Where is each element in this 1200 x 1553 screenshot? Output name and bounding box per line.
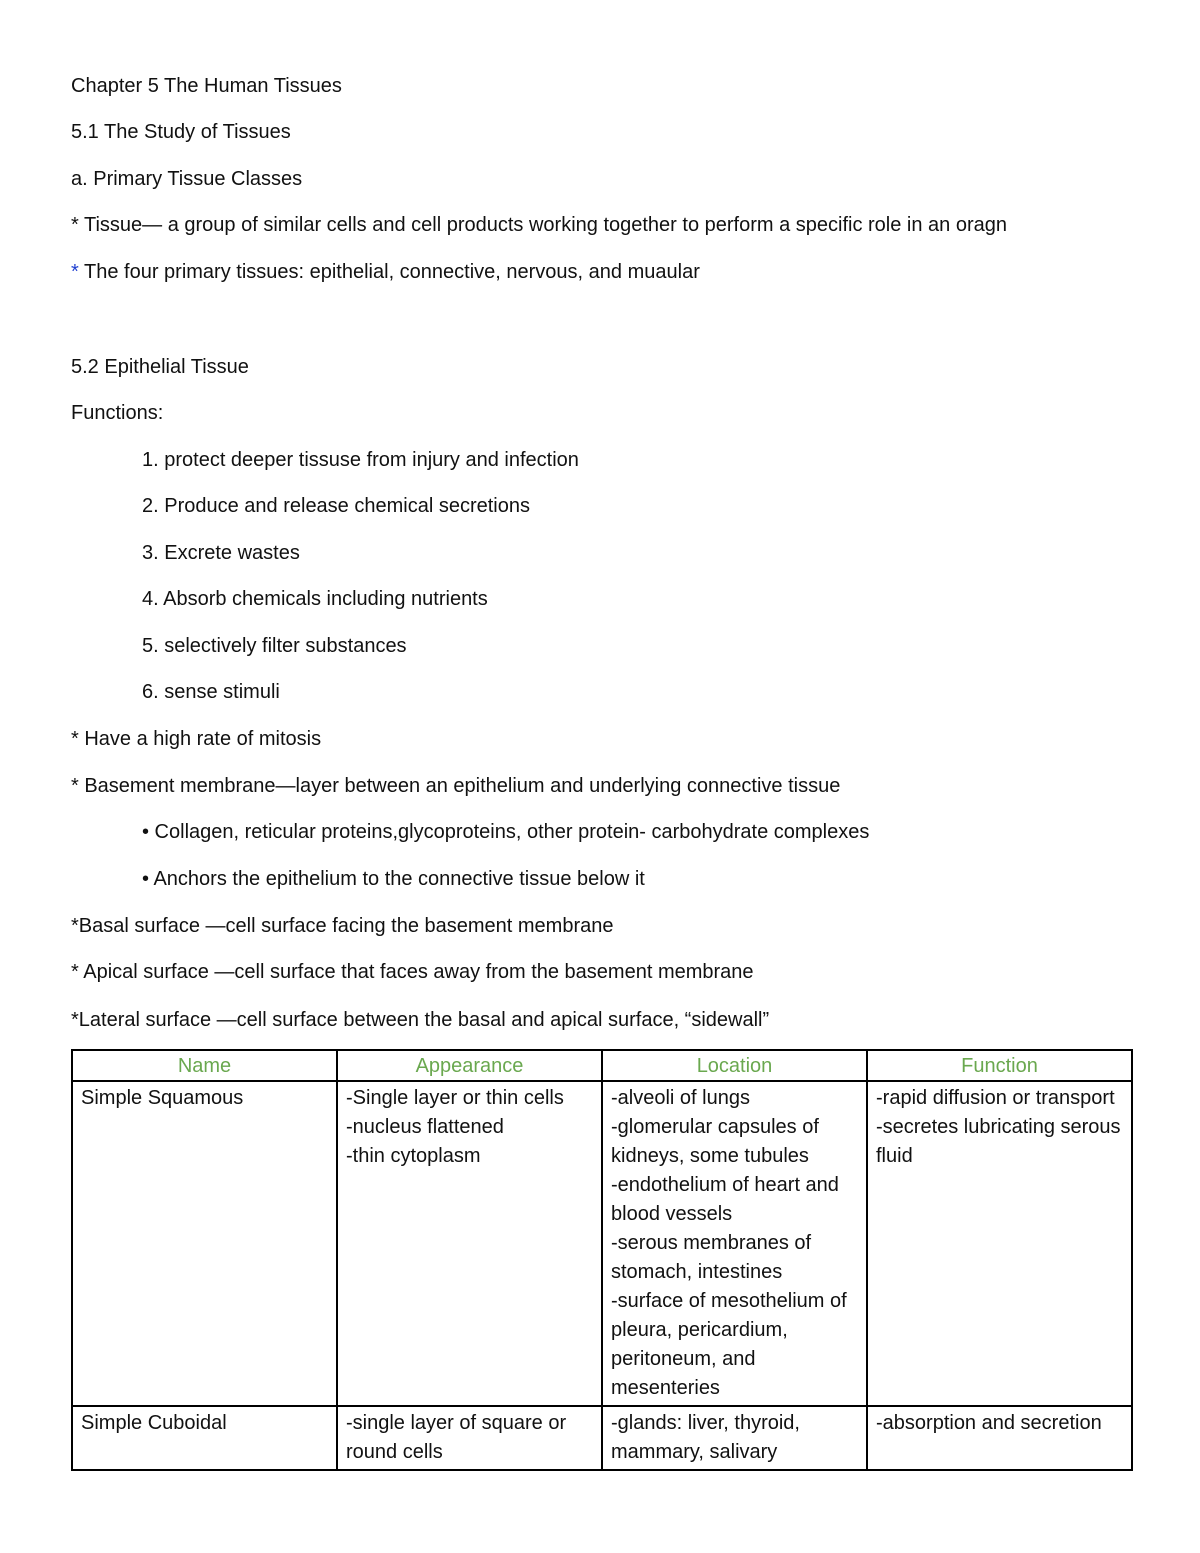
function-item: 6. sense stimuli (142, 681, 280, 703)
column-header-appearance: Appearance (337, 1050, 602, 1081)
function-line: -secretes lubricating serous fluid (876, 1116, 1121, 1167)
location-cell (602, 1406, 867, 1470)
location-line: -glomerular capsules of kidneys, some tubules (611, 1116, 819, 1167)
appearance-cell (337, 1406, 602, 1470)
blue-asterisk: * (71, 261, 79, 283)
location-line: -serous membranes of stomach, intestines (611, 1232, 812, 1283)
four-primary-tissues-text: The four primary tissues: epithelial, connective, nervous, and muaular (78, 261, 700, 283)
tissue-definition: * Tissue— a group of similar cells and cell products working together to perform a specific role in an oragn (71, 214, 1008, 236)
location-line: -alveoli of lungs (611, 1087, 750, 1109)
basement-bullet: • Anchors the epithelium to the connective tissue below it (142, 868, 645, 890)
appearance-line: -thin cytoplasm (346, 1145, 481, 1167)
chapter-title: Chapter 5 The Human Tissues (71, 75, 342, 97)
tissue-name-cell: Simple Cuboidal (72, 1406, 337, 1470)
note-apical-surface: * Apical surface —cell surface that faces away from the basement membrane (71, 961, 754, 983)
tissue-name-cell: Simple Squamous (72, 1081, 337, 1406)
note-basal-surface: *Basal surface —cell surface facing the basement membrane (71, 915, 614, 937)
location-line: -surface of mesothelium of pleura, pericardium, peritoneum, and mesenteries (611, 1290, 847, 1399)
note-mitosis: * Have a high rate of mitosis (71, 728, 322, 750)
table-header-row (72, 1050, 1132, 1081)
function-cell (867, 1406, 1132, 1470)
table-row (72, 1406, 1132, 1470)
table-row (72, 1081, 1132, 1406)
column-header-location: Location (602, 1050, 867, 1081)
section-heading-5-2: 5.2 Epithelial Tissue (71, 356, 249, 378)
appearance-line: -single layer of square or round cells (346, 1412, 567, 1463)
location-line: -glands: liver, thyroid, mammary, salivary (611, 1412, 800, 1463)
column-header-name: Name (72, 1050, 337, 1081)
subsection-heading-a: a. Primary Tissue Classes (71, 168, 303, 190)
appearance-cell (337, 1081, 602, 1406)
function-item: 4. Absorb chemicals including nutrients (142, 588, 488, 610)
section-heading-5-1: 5.1 The Study of Tissues (71, 121, 291, 143)
epithelial-tissue-table (71, 1049, 1133, 1471)
function-item: 1. protect deeper tissuse from injury and infection (142, 449, 579, 471)
function-item: 3. Excrete wastes (142, 542, 300, 564)
location-cell (602, 1081, 867, 1406)
function-line: -absorption and secretion (876, 1412, 1102, 1434)
appearance-line: -Single layer or thin cells (346, 1087, 564, 1109)
note-basement-membrane: * Basement membrane—layer between an epithelium and underlying connective tissue (71, 775, 841, 797)
function-item: 5. selectively filter substances (142, 635, 407, 657)
note-lateral-surface: *Lateral surface —cell surface between the basal and apical surface, “sidewall” (71, 1009, 770, 1031)
function-cell (867, 1081, 1132, 1406)
basement-bullet: • Collagen, reticular proteins,glycoproteins, other protein- carbohydrate complexes (142, 821, 870, 843)
function-line: -rapid diffusion or transport (876, 1087, 1115, 1109)
location-line: -endothelium of heart and blood vessels (611, 1174, 839, 1225)
four-primary-tissues (71, 260, 700, 284)
function-item: 2. Produce and release chemical secretions (142, 495, 530, 517)
appearance-line: -nucleus flattened (346, 1116, 504, 1138)
functions-label: Functions: (71, 402, 164, 424)
column-header-function: Function (867, 1050, 1132, 1081)
